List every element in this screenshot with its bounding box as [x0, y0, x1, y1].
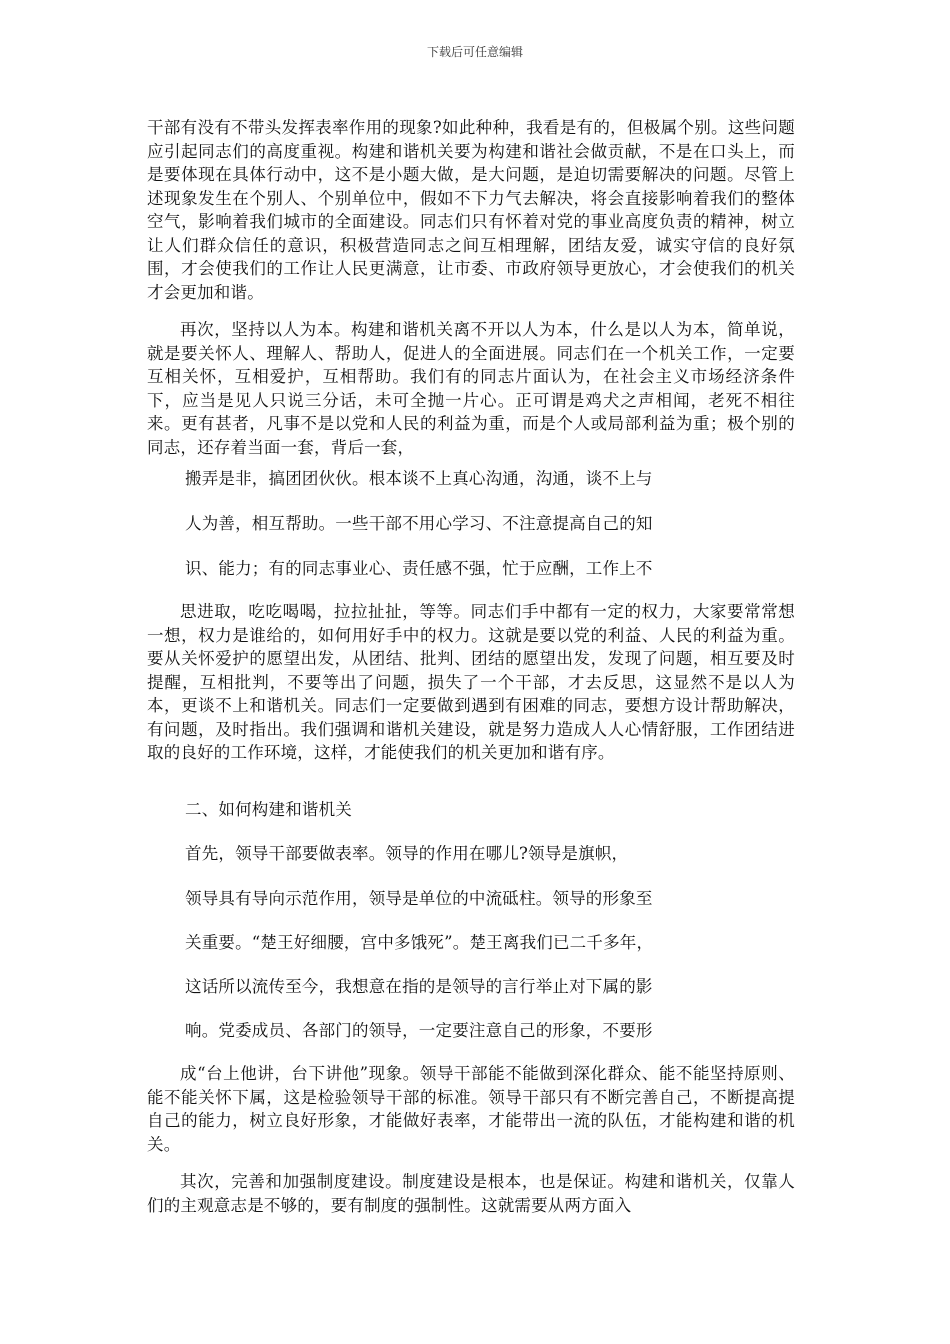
paragraph-4	[147, 1062, 795, 1156]
paragraph-5-text: 其次，完善和加强制度建设。制度建设是根本，也是保证。构建和谐机关，仅靠人们的主观意志是不够的，要有制度的强制性。这就需要从两方面入	[147, 1172, 795, 1215]
paragraph-1	[147, 116, 795, 304]
text-line-2: 人为善，相互帮助。一些干部不用心学习、不注意提高自己的知	[185, 514, 653, 533]
paragraph-3	[147, 600, 795, 765]
paragraph-3-text: 思进取，吃吃喝喝，拉拉扯扯，等等。同志们手中都有一定的权力，大家要常常想一想，权力是谁给的，如何用好手中的权力。这就是要以党的利益、人民的利益为重。要从关怀爱护的愿望出发，从团结、批判、团结的愿望出发，发现了问题，相互要及时提醒，互相批判，不要等出了问题，损失了一个干部，才去反思，这显然不是以人为本，更谈不上和谐机关。同志们一定要做到遇到有困难的同志，要想方设计帮助解决，有问题，及时指出。我们强调和谐机关建设，就是努力造成人人心情舒服，工作团结进取的良好的工作环境，这样，才能使我们的机关更加和谐有序。	[147, 602, 795, 762]
text-line-5: 领导具有导向示范作用，领导是单位的中流砥柱。领导的形象至	[185, 889, 653, 908]
text-line-4: 首先，领导干部要做表率。领导的作用在哪儿?领导是旗帜，	[185, 844, 629, 863]
paragraph-4-text: 成“台上他讲，台下讲他”现象。领导干部能不能做到深化群众、能不能坚持原则、能不能关怀下属，这是检验领导干部的标准。领导干部只有不断完善自己，不断提高提自己的能力，树立良好形象，才能做好表率，才能带出一流的队伍，才能构建和谐的机关。	[147, 1064, 795, 1154]
text-line-7: 这话所以流传至今，我想意在指的是领导的言行举止对下属的影	[185, 977, 653, 996]
page-header: 下载后可任意编辑	[426, 45, 523, 59]
paragraph-2	[147, 318, 795, 459]
text-line-8: 响。党委成员、各部门的领导，一定要注意自己的形象，不要形	[185, 1021, 653, 1040]
paragraph-5	[147, 1170, 795, 1217]
section-heading: 二、如何构建和谐机关	[185, 800, 352, 819]
paragraph-1-text: 干部有没有不带头发挥表率作用的现象?如此种种，我看是有的，但极属个别。这些问题应引起同志们的高度重视。构建和谐机关要为构建和谐社会做贡献，不是在口头上，而是要体现在具体行动中，这不是小题大做，是大问题，是迫切需要解决的问题。尽管上述现象发生在个别人、个别单位中，假如不下力气去解决，将会直接影响着我们的整体空气，影响着我们城市的全面建设。同志们只有怀着对党的事业高度负责的精神，树立让人们群众信任的意识，积极营造同志之间互相理解，团结友爱，诚实守信的良好氛围，才会使我们的工作让人民更满意，让市委、市政府领导更放心，才会使我们的机关才会更加和谐。	[147, 118, 795, 302]
text-line-1: 搬弄是非，搞团团伙伙。根本谈不上真心沟通，沟通，谈不上与	[185, 469, 653, 488]
paragraph-2-text: 再次，坚持以人为本。构建和谐机关离不开以人为本，什么是以人为本，简单说，就是要关怀人、理解人、帮助人，促进人的全面进展。同志们在一个机关工作，一定要互相关怀，互相爱护，互相帮助。我们有的同志片面认为，在社会主义市场经济条件下，应当是见人只说三分话，未可全抛一片心。正可谓是鸡犬之声相闻，老死不相往来。更有甚者，凡事不是以党和人民的利益为重，而是个人或局部利益为重；极个别的同志，还存着当面一套，背后一套，	[147, 320, 795, 457]
text-line-6: 关重要。“楚王好细腰，宫中多饿死”。楚王离我们已二千多年，	[185, 933, 654, 952]
text-line-3: 识、能力；有的同志事业心、责任感不强，忙于应酬，工作上不	[185, 559, 653, 578]
